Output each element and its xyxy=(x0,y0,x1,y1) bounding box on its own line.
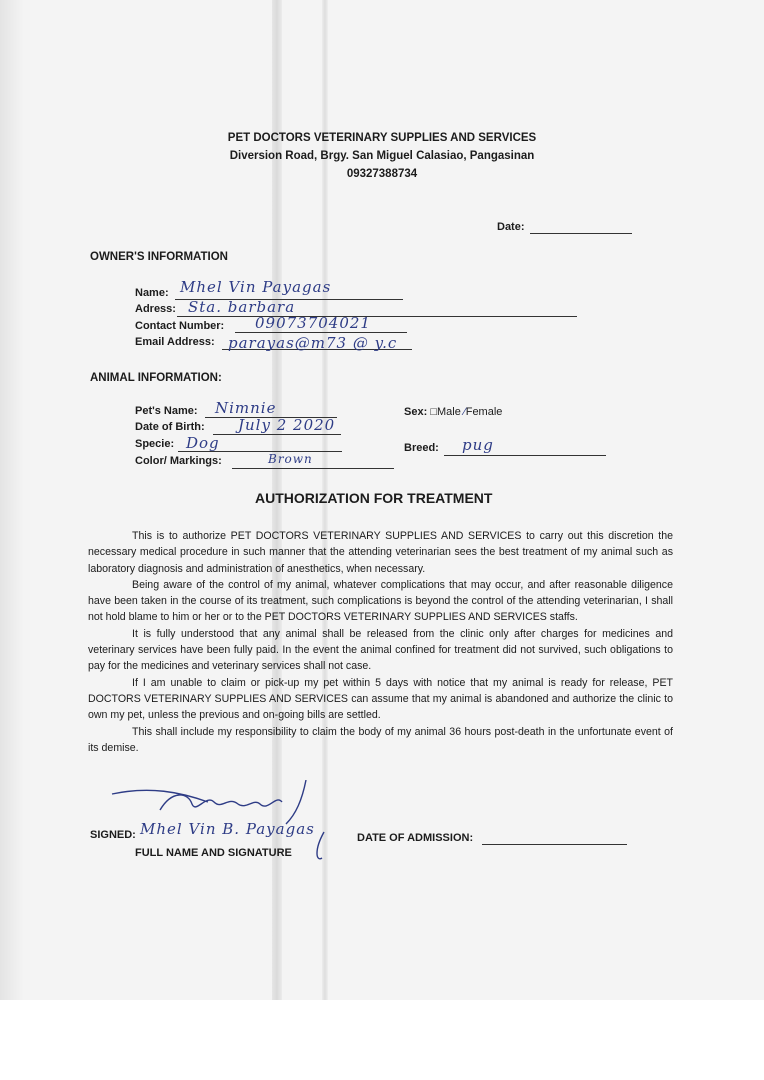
authorization-paragraph: This shall include my responsibility to claim the body of my animal 36 hours post-death in the unfortunate event of its demise. xyxy=(88,725,673,754)
owner-name-field[interactable]: Mhel Vin Payagas xyxy=(180,278,332,296)
dob-field[interactable]: July 2 2020 xyxy=(238,416,336,434)
owner-section-title: OWNER'S INFORMATION xyxy=(90,251,228,263)
breed-line xyxy=(444,455,606,456)
date-field[interactable] xyxy=(530,233,632,234)
pet-name-field[interactable]: Nimnie xyxy=(215,399,277,417)
date-label: Date: xyxy=(497,221,525,233)
signature-field[interactable]: Mhel Vin B. Payagas xyxy=(140,820,315,838)
breed-field[interactable]: pug xyxy=(462,436,494,454)
owner-contact-field[interactable]: 09073704021 xyxy=(255,314,371,332)
pet-name-label: Pet's Name: xyxy=(135,405,198,417)
color-label: Color/ Markings: xyxy=(135,455,222,467)
specie-label: Specie: xyxy=(135,438,175,450)
owner-contact-label: Contact Number: xyxy=(135,320,225,332)
sex-label: Sex: xyxy=(404,406,428,418)
owner-email-label: Email Address: xyxy=(135,336,215,348)
signed-label: SIGNED: xyxy=(90,829,136,841)
owner-name-label: Name: xyxy=(135,287,169,299)
sex-option-female-checkbox[interactable]: ∕ xyxy=(463,406,466,418)
owner-address-line xyxy=(177,316,577,317)
specie-field[interactable]: Dog xyxy=(186,434,220,452)
sex-option-male-label: Male xyxy=(436,406,461,418)
business-address: Diversion Road, Brgy. San Miguel Calasiao, Pangasinan xyxy=(229,150,535,162)
authorization-paragraph: It is fully understood that any animal shall be released from the clinic only after charges for medicines and veterinary services have been fully paid. In the event the animal confined for treatment did not survived, such obligations to pay for the medicines and veterinary services shall not case. xyxy=(88,627,673,673)
animal-section-title: ANIMAL INFORMATION: xyxy=(90,372,222,384)
breed-label: Breed: xyxy=(404,442,439,454)
dob-line xyxy=(213,434,341,435)
authorization-paragraph: This is to authorize PET DOCTORS VETERINARY SUPPLIES AND SERVICES to carry out this discretion the necessary medical procedure in such manner that the attending veterinarian sees the best treatment of my animal such as laboratory diagnosis and administration of anesthetics, when necessary. xyxy=(88,530,673,575)
owner-address-field[interactable]: Sta. barbara xyxy=(188,298,296,316)
admission-date-field[interactable] xyxy=(482,844,627,845)
dob-label: Date of Birth: xyxy=(135,421,205,433)
color-field[interactable]: Brown xyxy=(268,452,313,466)
owner-contact-line xyxy=(235,332,407,333)
sex-option-female-label: Female xyxy=(465,406,503,418)
admission-date-label: DATE OF ADMISSION: xyxy=(357,832,474,844)
signature-caption: FULL NAME AND SIGNATURE xyxy=(135,847,292,859)
business-phone: 09327388734 xyxy=(346,168,418,180)
authorization-title: AUTHORIZATION FOR TREATMENT xyxy=(255,490,493,506)
authorization-body xyxy=(88,528,673,756)
authorization-paragraph: Being aware of the control of my animal, whatever complications that may occur, and after reasonable diligence have been taken in the course of its treatment, such complications is beyond the control of the attending veterinarian, I shall not hold blame to him or her or to the PET DOCTORS VETERINARY SUPPLIES AND SERVICES staffs. xyxy=(88,578,673,624)
sex-option-male-checkbox[interactable]: □ xyxy=(430,406,437,418)
sex-group xyxy=(404,406,502,418)
authorization-paragraph: If I am unable to claim or pick-up my pet within 5 days with notice that my animal is ready for release, PET DOCTORS VETERINARY SUPPLIES AND SERVICES can assume that my animal is abandoned and authorize the clinic to own my pet, unless the previous and on-going bills are settled. xyxy=(88,676,673,722)
page-bottom-margin xyxy=(0,1000,764,1080)
business-name: PET DOCTORS VETERINARY SUPPLIES AND SERVICES xyxy=(227,132,537,144)
owner-email-field[interactable]: parayas@m73 @ y.c xyxy=(228,334,398,352)
owner-address-label: Adress: xyxy=(135,303,176,315)
color-line xyxy=(232,468,394,469)
